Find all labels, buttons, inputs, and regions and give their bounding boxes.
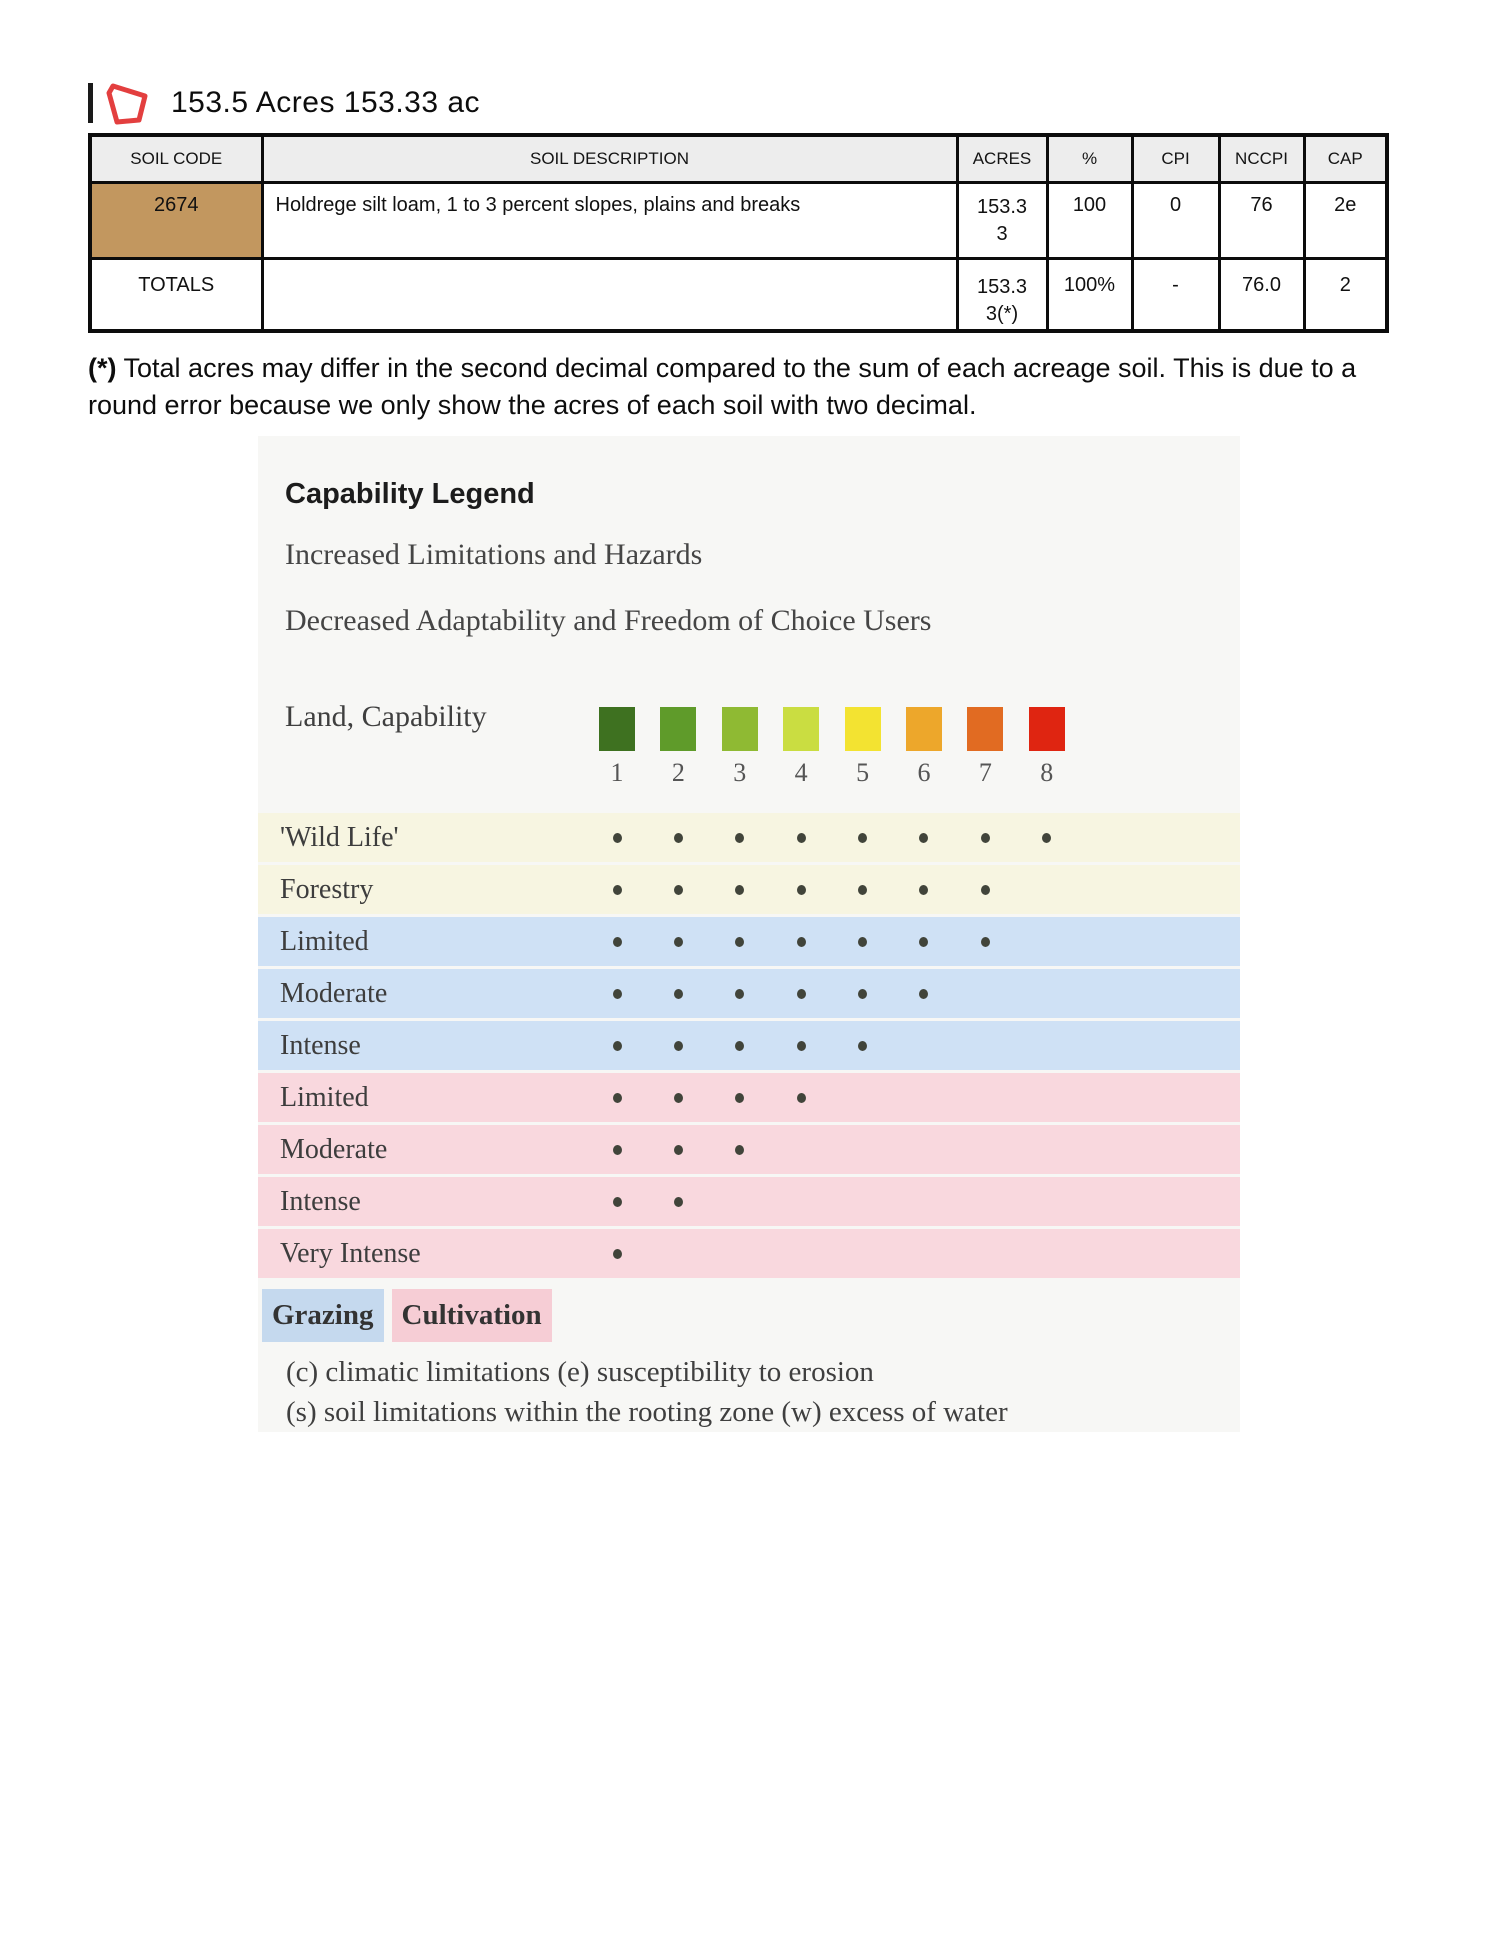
dot-cell <box>845 833 881 843</box>
dot-cell <box>660 989 696 999</box>
legend-row-dots <box>599 1021 881 1070</box>
totals-description-cell <box>262 258 957 331</box>
capability-dot <box>674 1093 683 1103</box>
dot-cell <box>722 1145 758 1155</box>
capability-class-1-swatch <box>599 707 635 751</box>
capability-dot <box>613 1093 622 1103</box>
totals-cpi-cell: - <box>1132 258 1219 331</box>
legend-row-label: Moderate <box>280 978 388 1009</box>
dot-cell <box>906 937 942 947</box>
capability-dot <box>613 1249 622 1259</box>
legend-row-moderate <box>258 969 1240 1021</box>
capability-class-number: 8 <box>1040 758 1054 787</box>
legend-row-dots <box>599 813 1065 862</box>
capability-dot <box>613 1041 622 1051</box>
limitation-note-line: (s) soil limitations within the rooting zone (w) excess of water <box>286 1396 1008 1428</box>
acres-cell <box>957 182 1047 258</box>
capability-class-2-swatch <box>660 707 696 751</box>
legend-row-label: Limited <box>280 1082 369 1113</box>
capability-dot <box>858 833 867 843</box>
capability-class-8-swatch <box>1029 707 1065 751</box>
legend-row-intense <box>258 1177 1240 1229</box>
capability-dot <box>613 833 622 843</box>
col-nccpi: NCCPI <box>1219 135 1304 182</box>
capability-dot <box>735 1145 744 1155</box>
capability-class-number: 3 <box>733 758 747 787</box>
limitations-line: Increased Limitations and Hazards <box>285 538 703 571</box>
capability-class-5-swatch <box>845 707 881 751</box>
parcel-polygon-icon <box>105 80 153 126</box>
capability-legend-panel <box>258 436 1240 1432</box>
cursor-bar-icon <box>88 83 93 123</box>
legend-row-label: Limited <box>280 926 369 957</box>
capability-dot <box>797 833 806 843</box>
capability-dot <box>674 1145 683 1155</box>
capability-dot <box>797 989 806 999</box>
capability-dot <box>858 1041 867 1051</box>
dot-cell <box>783 833 819 843</box>
capability-dot <box>919 885 928 895</box>
dot-cell <box>1029 833 1065 843</box>
dot-cell <box>967 885 1003 895</box>
capability-class-number: 7 <box>978 758 992 787</box>
capability-dot <box>613 937 622 947</box>
legend-row-dots <box>599 917 1003 966</box>
legend-row-dots <box>599 1073 819 1122</box>
capability-dot <box>735 833 744 843</box>
footnote-marker: (*) <box>88 353 117 383</box>
dot-cell <box>783 1093 819 1103</box>
capability-dot <box>858 937 867 947</box>
capability-class-number: 1 <box>610 758 624 787</box>
legend-row-moderate <box>258 1125 1240 1177</box>
capability-class-7-swatch <box>967 707 1003 751</box>
legend-row-label: Intense <box>280 1186 361 1217</box>
dot-cell <box>599 885 635 895</box>
dot-cell <box>722 885 758 895</box>
capability-dot <box>674 989 683 999</box>
dot-cell <box>967 833 1003 843</box>
dot-cell <box>845 989 881 999</box>
capability-dot <box>919 833 928 843</box>
limitation-note-line: (c) climatic limitations (e) susceptibility to erosion <box>286 1356 874 1388</box>
dot-cell <box>660 885 696 895</box>
page-header <box>88 80 480 126</box>
capability-class-6-swatch <box>906 707 942 751</box>
totals-acres-value: 153.33(*) <box>976 275 1028 325</box>
dot-cell <box>783 937 819 947</box>
legend-row-label: Moderate <box>280 1134 388 1165</box>
legend-row-limited <box>258 1073 1240 1125</box>
capability-dot <box>797 1093 806 1103</box>
capability-dot <box>981 833 990 843</box>
legend-row-label: Very Intense <box>280 1238 421 1269</box>
percent-cell: 100 <box>1047 182 1132 258</box>
legend-row-label: 'Wild Life' <box>280 822 399 853</box>
capability-dot <box>858 989 867 999</box>
grazing-key-chip: Grazing <box>262 1289 384 1342</box>
capability-class-number: 2 <box>671 758 685 787</box>
dot-cell <box>845 1041 881 1051</box>
limitation-notes <box>286 1352 1008 1432</box>
acreage-title: 153.5 Acres 153.33 ac <box>171 86 481 119</box>
table-row <box>90 182 1387 258</box>
dot-cell <box>783 885 819 895</box>
soil-table <box>88 133 1389 333</box>
acres-value: 153.33 <box>976 195 1028 245</box>
capability-dot <box>797 937 806 947</box>
capability-dot <box>674 1197 683 1207</box>
capability-dot <box>735 1041 744 1051</box>
capability-dot <box>613 1197 622 1207</box>
dot-cell <box>783 989 819 999</box>
group-keys <box>262 1289 552 1342</box>
legend-row-label: Intense <box>280 1030 361 1061</box>
soil-code-cell: 2674 <box>90 182 262 258</box>
capability-dot <box>797 885 806 895</box>
totals-nccpi-cell: 76.0 <box>1219 258 1304 331</box>
soil-table-header-row <box>90 135 1387 182</box>
capability-class-numbers <box>599 758 1065 788</box>
soil-description-cell: Holdrege silt loam, 1 to 3 percent slopes, plains and breaks <box>262 182 957 258</box>
capability-dot <box>858 885 867 895</box>
capability-dot <box>797 1041 806 1051</box>
col-acres: ACRES <box>957 135 1047 182</box>
dot-cell <box>783 1041 819 1051</box>
dot-cell <box>599 1041 635 1051</box>
legend-row-very-intense <box>258 1229 1240 1281</box>
capability-dot <box>674 1041 683 1051</box>
capability-dot <box>735 937 744 947</box>
legend-row-wild-life <box>258 813 1240 865</box>
capability-dot <box>674 833 683 843</box>
dot-cell <box>660 833 696 843</box>
dot-cell <box>845 937 881 947</box>
totals-label-cell: TOTALS <box>90 258 262 331</box>
capability-dot <box>735 1093 744 1103</box>
cpi-cell: 0 <box>1132 182 1219 258</box>
nccpi-cell: 76 <box>1219 182 1304 258</box>
cultivation-key-chip: Cultivation <box>392 1289 552 1342</box>
dot-cell <box>722 1093 758 1103</box>
legend-row-dots <box>599 865 1003 914</box>
legend-row-label: Forestry <box>280 874 374 905</box>
capability-dot <box>735 885 744 895</box>
dot-cell <box>967 937 1003 947</box>
capability-dot <box>981 885 990 895</box>
capability-dot <box>613 1145 622 1155</box>
dot-cell <box>599 1145 635 1155</box>
capability-class-number: 4 <box>794 758 808 787</box>
dot-cell <box>660 1093 696 1103</box>
dot-cell <box>722 989 758 999</box>
legend-row-dots <box>599 1177 696 1226</box>
dot-cell <box>599 1197 635 1207</box>
dot-cell <box>599 1249 635 1259</box>
legend-row-limited <box>258 917 1240 969</box>
col-cap: CAP <box>1304 135 1387 182</box>
capability-class-4-swatch <box>783 707 819 751</box>
dot-cell <box>722 1041 758 1051</box>
capability-dot <box>981 937 990 947</box>
totals-cap-cell: 2 <box>1304 258 1387 331</box>
capability-dot <box>613 885 622 895</box>
col-soil-description: SOIL DESCRIPTION <box>262 135 957 182</box>
adaptability-line: Decreased Adaptability and Freedom of Choice Users <box>285 604 932 637</box>
capability-dot <box>919 937 928 947</box>
legend-row-forestry <box>258 865 1240 917</box>
dot-cell <box>722 833 758 843</box>
dot-cell <box>660 1197 696 1207</box>
dot-cell <box>599 989 635 999</box>
capability-dot <box>613 989 622 999</box>
col-percent: % <box>1047 135 1132 182</box>
dot-cell <box>722 937 758 947</box>
col-cpi: CPI <box>1132 135 1219 182</box>
col-soil-code: SOIL CODE <box>90 135 262 182</box>
dot-cell <box>599 833 635 843</box>
dot-cell <box>599 937 635 947</box>
dot-cell <box>660 1145 696 1155</box>
panel-title: Capability Legend <box>285 478 535 510</box>
dot-cell <box>906 833 942 843</box>
totals-row <box>90 258 1387 331</box>
dot-cell <box>906 885 942 895</box>
capability-dot <box>735 989 744 999</box>
legend-row-dots <box>599 1125 758 1174</box>
capability-dot <box>674 885 683 895</box>
legend-row-intense <box>258 1021 1240 1073</box>
footnote-text: Total acres may differ in the second decimal compared to the sum of each acreage soil. This is due to a round error because we only show the acres of each soil with two decimal. <box>88 353 1357 420</box>
capability-dot <box>919 989 928 999</box>
dot-cell <box>906 989 942 999</box>
capability-dot <box>674 937 683 947</box>
capability-class-3-swatch <box>722 707 758 751</box>
rounding-footnote <box>88 350 1408 424</box>
totals-percent-cell: 100% <box>1047 258 1132 331</box>
capability-dot <box>1042 833 1051 843</box>
capability-class-number: 6 <box>917 758 931 787</box>
land-capability-label: Land, Capability <box>285 700 487 733</box>
capability-color-scale <box>599 707 1065 751</box>
capability-class-number: 5 <box>856 758 870 787</box>
cap-cell: 2e <box>1304 182 1387 258</box>
dot-cell <box>660 1041 696 1051</box>
dot-cell <box>599 1093 635 1103</box>
legend-row-dots <box>599 969 942 1018</box>
totals-acres-cell <box>957 258 1047 331</box>
dot-cell <box>845 885 881 895</box>
legend-row-dots <box>599 1229 635 1278</box>
legend-rows <box>258 813 1240 1281</box>
dot-cell <box>660 937 696 947</box>
